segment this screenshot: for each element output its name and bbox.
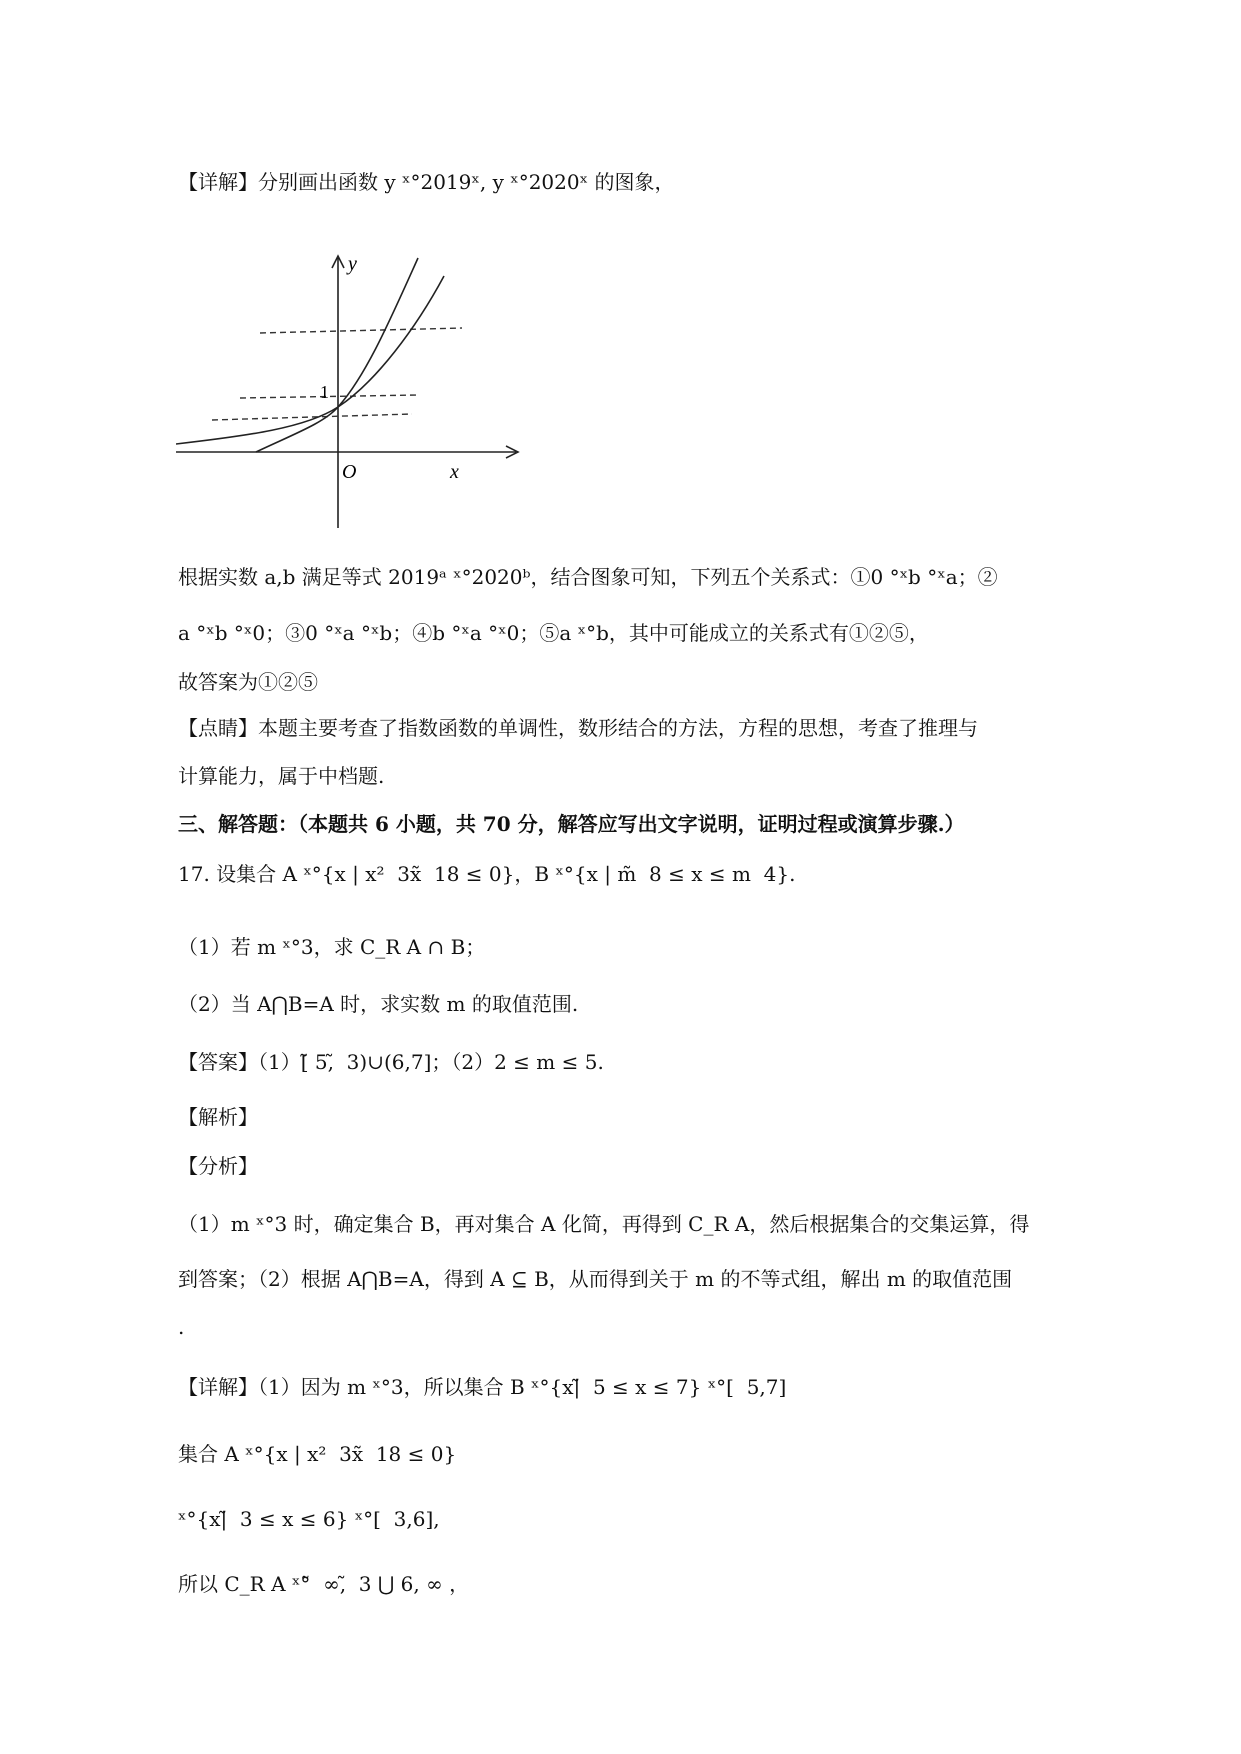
text-line-p2: 根据实数 a,b 满足等式 2019ᵃ ˣ°2020ᵇ，结合图象可知，下列五个关系式：①0 °ˣb °ˣa；② <box>178 565 998 589</box>
text-line-p7: 三、解答题：（本题共 6 小题，共 70 分，解答应写出文字说明，证明过程或演算步骤.） <box>178 812 965 836</box>
x-axis-label: x <box>450 461 459 483</box>
origin-label: O <box>342 461 357 483</box>
text-line-p10: （2）当 A⋂B=A 时，求实数 m 的取值范围. <box>178 992 579 1016</box>
text-line-p6: 计算能力，属于中档题. <box>178 764 385 788</box>
text-line-p8: 17. 设集合 A ˣ°{x | x² 3x̃ 18 ≤ 0}，B ˣ°{x | m̃ 8 ≤ x ≤ m 4}. <box>178 862 796 886</box>
text-line-p13: 【分析】 <box>178 1154 258 1178</box>
text-line-p1: 【详解】分别画出函数 y ˣ°2019ˣ, y ˣ°2020ˣ 的图象， <box>178 170 675 194</box>
curve-2020x <box>256 258 418 452</box>
exponential-graph-figure <box>176 248 526 530</box>
text-line-p16: . <box>178 1315 185 1339</box>
y-axis-label: y <box>348 253 357 275</box>
text-line-p18: 集合 A ˣ°{x | x² 3x̃ 18 ≤ 0} <box>178 1442 457 1466</box>
text-line-p19: ˣ°{x|̃ 3 ≤ x ≤ 6} ˣ°[ 3,6], <box>178 1507 440 1531</box>
dashed-line-top <box>260 328 462 333</box>
one-label: 1 <box>320 382 329 402</box>
text-line-p4: 故答案为①②⑤ <box>178 670 318 694</box>
text-line-p5: 【点睛】本题主要考查了指数函数的单调性，数形结合的方法，方程的思想，考查了推理与 <box>178 716 978 740</box>
dashed-line-middle <box>240 395 418 398</box>
text-line-p12: 【解析】 <box>178 1105 258 1129</box>
curve-2019x <box>176 276 444 444</box>
text-line-p14: （1）m ˣ°3 时，确定集合 B，再对集合 A 化简，再得到 C_R A，然后根据集合的交集运算，得 <box>178 1212 1030 1236</box>
text-line-p3: a °ˣb °ˣ0；③0 °ˣa °ˣb；④b °ˣa °ˣ0；⑤a ˣ°b，其中可能成立的关系式有①②⑤， <box>178 621 929 645</box>
text-line-p15: 到答案；（2）根据 A⋂B=A，得到 A ⊆ B，从而得到关于 m 的不等式组，解出 m 的取值范围 <box>178 1267 1013 1291</box>
text-line-p9: （1）若 m ˣ°3，求 C_R A ∩ B； <box>178 935 486 959</box>
text-line-p20: 所以 C_R A ˣ°̃ ∞,̃ 3 ⋃ 6, ∞ ， <box>178 1572 470 1596</box>
text-line-p17: 【详解】（1）因为 m ˣ°3，所以集合 B ˣ°{x|̃ 5 ≤ x ≤ 7} ˣ°[ 5,7] <box>178 1375 787 1399</box>
text-line-p11: 【答案】（1）[̃ 5,̃ 3)∪(6,7]；（2）2 ≤ m ≤ 5. <box>178 1050 604 1074</box>
